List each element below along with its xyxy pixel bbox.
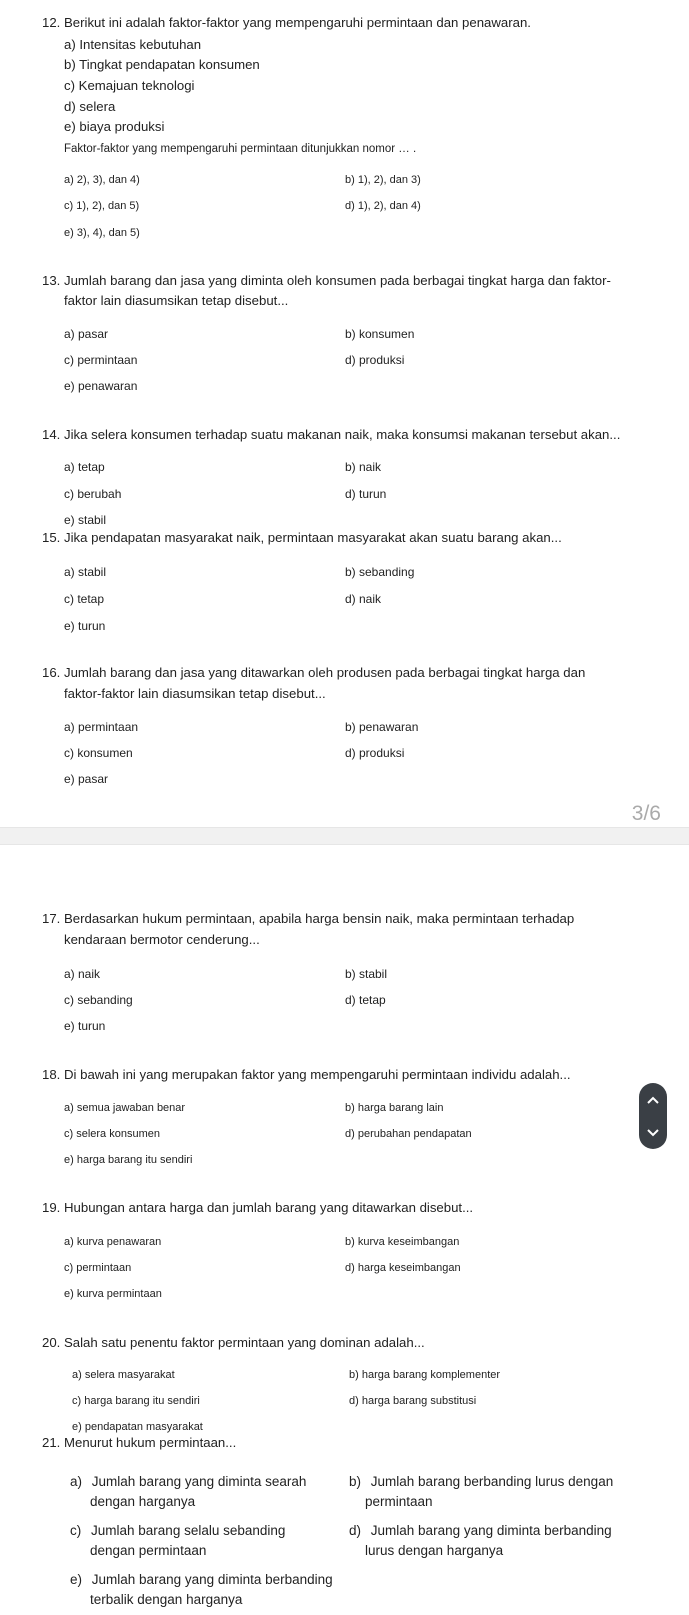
q12-stem: 12. Berikut ini adalah faktor-faktor yang mempengaruhi permintaan dan penawaran. [42, 15, 531, 30]
q21-option-a-label: a) [70, 1474, 83, 1489]
q16-option-e[interactable]: e) pasar [64, 772, 109, 786]
q17-option-b[interactable]: b) stabil [345, 967, 388, 981]
q21-stem: 21. Menurut hukum permintaan... [42, 1435, 237, 1450]
q16-stem-line2: faktor-faktor lain diasumsikan tetap disebut... [64, 686, 326, 701]
q16-stem-line1: 16. Jumlah barang dan jasa yang ditawarkan oleh produsen pada berbagai tingkat harga dan [42, 665, 586, 680]
q15-stem: 15. Jika pendapatan masyarakat naik, permintaan masyarakat akan suatu barang akan... [42, 530, 562, 545]
q12-option-c[interactable]: c) 1), 2), dan 5) [64, 200, 140, 212]
q14-option-c[interactable]: c) berubah [64, 487, 122, 501]
q20-option-c[interactable]: c) harga barang itu sendiri [72, 1395, 200, 1407]
scroll-control [639, 1083, 667, 1149]
q18-option-d[interactable]: d) perubahan pendapatan [345, 1128, 472, 1140]
q13-option-a[interactable]: a) pasar [64, 327, 109, 341]
q20-option-b[interactable]: b) harga barang komplementer [349, 1369, 501, 1381]
q21-option-b-line2: permintaan [365, 1494, 433, 1509]
q21-option-c-line2: dengan permintaan [90, 1543, 207, 1558]
q13-stem-line1: 13. Jumlah barang dan jasa yang diminta oleh konsumen pada berbagai tingkat harga dan faktor- [42, 273, 611, 288]
q17-option-a[interactable]: a) naik [64, 967, 101, 981]
q21-option-c[interactable] [70, 1521, 340, 1561]
page-separator [0, 827, 689, 845]
q14-option-e[interactable]: e) stabil [64, 513, 107, 527]
q14-option-a[interactable]: a) tetap [64, 460, 105, 474]
q17-option-d[interactable]: d) tetap [345, 993, 386, 1007]
q19-option-a[interactable]: a) kurva penawaran [64, 1236, 162, 1248]
q13-option-c[interactable]: c) permintaan [64, 353, 138, 367]
q12-item-d: d) selera [64, 99, 116, 114]
q21-option-b-label: b) [349, 1474, 362, 1489]
q12-item-a: a) Intensitas kebutuhan [64, 37, 202, 52]
q21-option-e-line2: terbalik dengan harganya [90, 1592, 243, 1607]
q21-option-d[interactable] [349, 1521, 669, 1561]
q17-option-c[interactable]: c) sebanding [64, 993, 133, 1007]
q14-stem: 14. Jika selera konsumen terhadap suatu makanan naik, maka konsumsi makanan tersebut akan... [42, 427, 621, 442]
q12-option-d[interactable]: d) 1), 2), dan 4) [345, 200, 421, 212]
q12-option-a[interactable]: a) 2), 3), dan 4) [64, 174, 140, 186]
q13-option-d[interactable]: d) produksi [345, 353, 405, 367]
q12-item-e: e) biaya produksi [64, 119, 165, 134]
q15-option-c[interactable]: c) tetap [64, 592, 105, 606]
q18-stem: 18. Di bawah ini yang merupakan faktor yang mempengaruhi permintaan individu adalah... [42, 1067, 571, 1082]
q15-option-b[interactable]: b) sebanding [345, 565, 415, 579]
q14-option-d[interactable]: d) turun [345, 487, 387, 501]
q15-option-d[interactable]: d) naik [345, 592, 382, 606]
q20-stem: 20. Salah satu penentu faktor permintaan yang dominan adalah... [42, 1335, 425, 1350]
q13-option-e[interactable]: e) penawaran [64, 379, 138, 393]
q15-option-e[interactable]: e) turun [64, 619, 106, 633]
q16-option-a[interactable]: a) permintaan [64, 720, 139, 734]
q21-option-a-line2: dengan harganya [90, 1494, 196, 1509]
q18-option-b[interactable]: b) harga barang lain [345, 1102, 444, 1114]
q17-stem-line1: 17. Berdasarkan hukum permintaan, apabila harga bensin naik, maka permintaan terhadap [42, 911, 575, 926]
q20-option-a[interactable]: a) selera masyarakat [72, 1369, 175, 1381]
chevron-down-icon [646, 1128, 660, 1138]
q12-item-c: c) Kemajuan teknologi [64, 78, 195, 93]
q19-option-b[interactable]: b) kurva keseimbangan [345, 1236, 460, 1248]
q19-stem: 19. Hubungan antara harga dan jumlah barang yang ditawarkan disebut... [42, 1200, 474, 1215]
q21-option-c-line1: Jumlah barang selalu sebanding [91, 1523, 286, 1538]
q13-stem-line2: faktor lain diasumsikan tetap disebut... [64, 293, 289, 308]
q17-stem-line2: kendaraan bermotor cenderung... [64, 932, 260, 947]
q19-option-e[interactable]: e) kurva permintaan [64, 1288, 162, 1300]
q12-option-e[interactable]: e) 3), 4), dan 5) [64, 227, 140, 239]
q18-option-e[interactable]: e) harga barang itu sendiri [64, 1154, 193, 1166]
q21-option-d-line2: lurus dengan harganya [365, 1543, 504, 1558]
q20-option-d[interactable]: d) harga barang substitusi [349, 1395, 477, 1407]
scroll-down-button[interactable] [639, 1116, 667, 1149]
q15-option-a[interactable]: a) stabil [64, 565, 107, 579]
q20-option-e[interactable]: e) pendapatan masyarakat [72, 1421, 203, 1433]
q21-option-e-label: e) [70, 1572, 83, 1587]
q17-option-e[interactable]: e) turun [64, 1019, 106, 1033]
scroll-up-button[interactable] [639, 1083, 667, 1116]
q18-option-a[interactable]: a) semua jawaban benar [64, 1102, 186, 1114]
q21-option-e-line1: Jumlah barang yang diminta berbanding [91, 1572, 333, 1587]
q19-option-d[interactable]: d) harga keseimbangan [345, 1262, 461, 1274]
q21-option-d-label: d) [349, 1523, 362, 1538]
q12-item-b: b) Tingkat pendapatan konsumen [64, 57, 260, 72]
q16-option-b[interactable]: b) penawaran [345, 720, 419, 734]
q16-option-d[interactable]: d) produksi [345, 746, 405, 760]
q14-option-b[interactable]: b) naik [345, 460, 382, 474]
q18-option-c[interactable]: c) selera konsumen [64, 1128, 160, 1140]
q21-option-d-line1: Jumlah barang yang diminta berbanding [370, 1523, 612, 1538]
q21-option-e[interactable] [70, 1570, 370, 1610]
q16-option-c[interactable]: c) konsumen [64, 746, 133, 760]
chevron-up-icon [646, 1095, 660, 1105]
q12-option-b[interactable]: b) 1), 2), dan 3) [345, 174, 421, 186]
q21-option-b-line1: Jumlah barang berbanding lurus dengan [370, 1474, 614, 1489]
q12-question: Faktor-faktor yang mempengaruhi permintaan ditunjukkan nomor … . [64, 143, 417, 155]
q21-option-a-line1: Jumlah barang yang diminta searah [91, 1474, 307, 1489]
q21-option-c-label: c) [70, 1523, 82, 1538]
page-indicator: 3/6 [631, 802, 661, 825]
q21-option-b[interactable] [349, 1472, 669, 1512]
q19-option-c[interactable]: c) permintaan [64, 1262, 132, 1274]
q13-option-b[interactable]: b) konsumen [345, 327, 415, 341]
q21-option-a[interactable] [70, 1472, 340, 1512]
